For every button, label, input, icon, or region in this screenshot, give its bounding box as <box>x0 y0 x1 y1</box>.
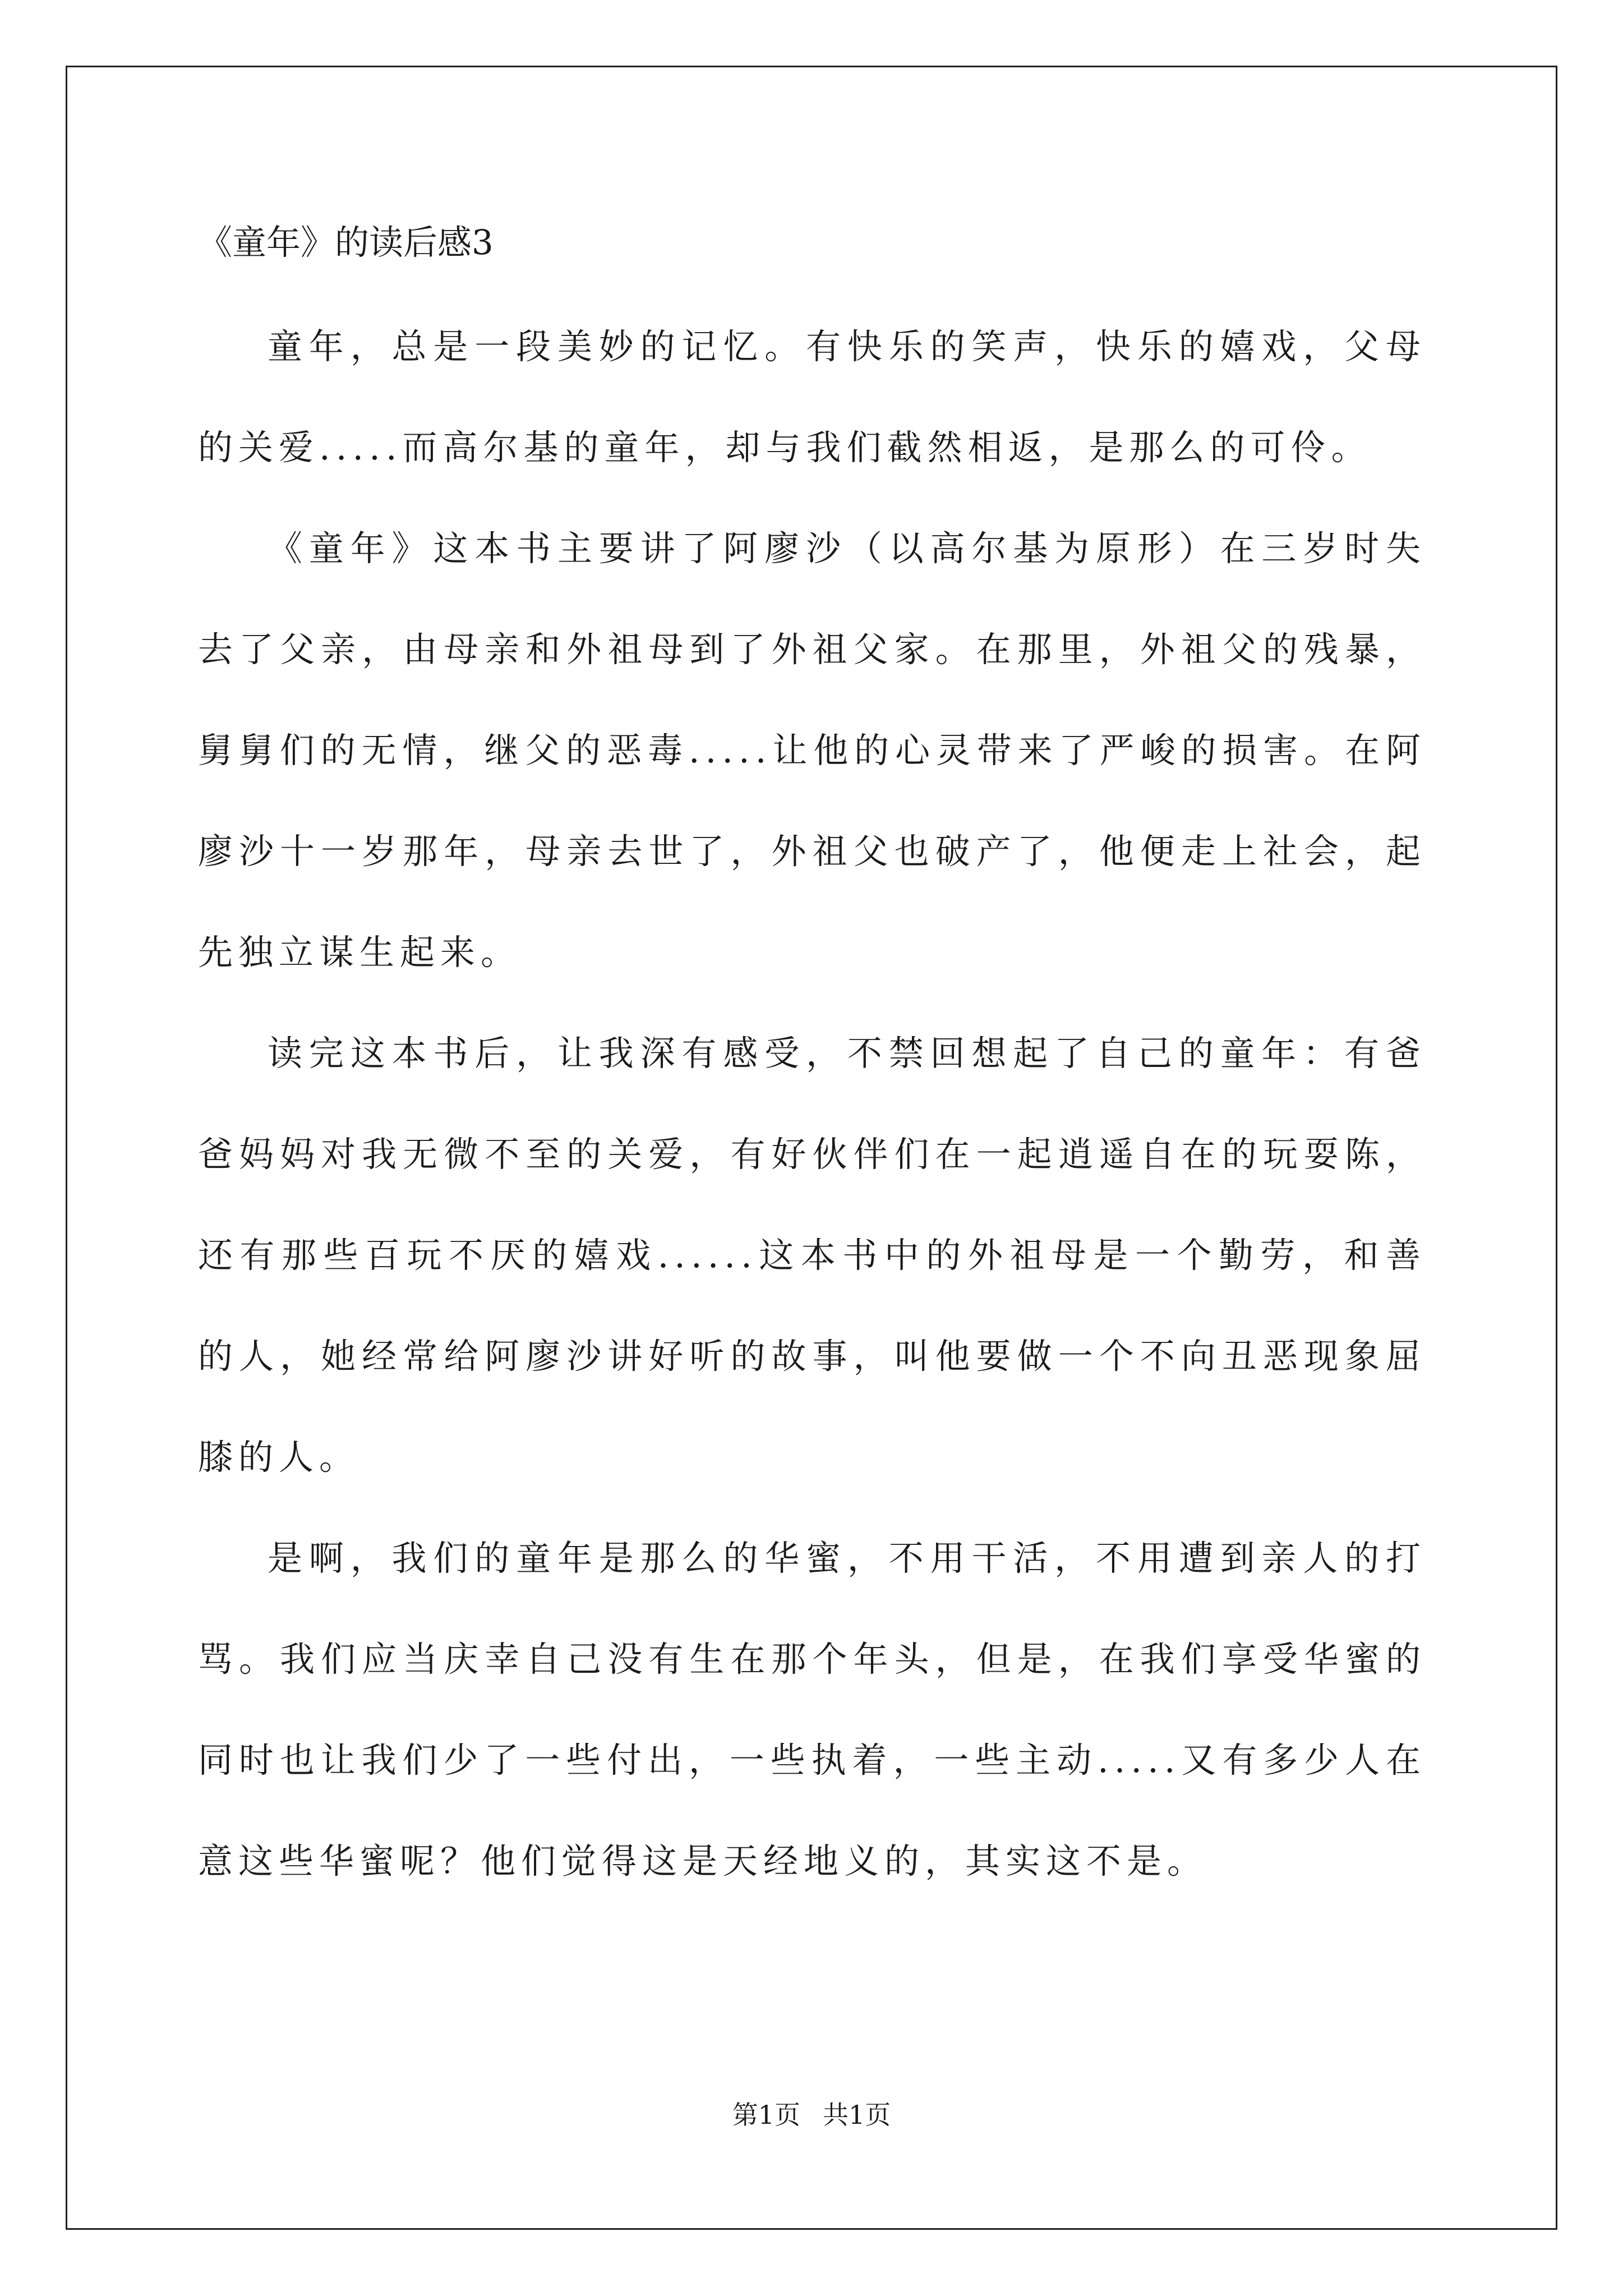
paragraph: 《童年》这本书主要讲了阿廖沙（以高尔基为原形）在三岁时失去了父亲，由母亲和外祖母到了外祖父家。在那里，外祖父的残暴，舅舅们的无情，继父的恶毒.....让他的心灵带来了严峻的损害。在阿廖沙十一岁那年，母亲去世了，外祖父也破产了，他便走上社会，起先独立谋生起来。 <box>198 528 1426 973</box>
paragraph: 读完这本书后，让我深有感受，不禁回想起了自己的童年：有爸爸妈妈对我无微不至的关爱，有好伙伴们在一起逍遥自在的玩耍陈，还有那些百玩不厌的嬉戏......这本书中的外祖母是一个勤劳，和善的人，她经常给阿廖沙讲好听的故事，叫他要做一个不向丑恶现象屈膝的人。 <box>198 1033 1426 1478</box>
page-number-current: 第1页 <box>732 2100 800 2130</box>
paragraph: 是啊，我们的童年是那么的华蜜，不用干活，不用遭到亲人的打骂。我们应当庆幸自己没有生在那个年头，但是，在我们享受华蜜的同时也让我们少了一些付出，一些执着，一些主动.....又有多少人在意这些华蜜呢？他们觉得这是天经地义的，其实这不是。 <box>198 1538 1426 1881</box>
document-title: 《童年》的读后感3 <box>198 223 494 263</box>
document-body <box>198 296 1426 1912</box>
paragraph: 童年，总是一段美妙的记忆。有快乐的笑声，快乐的嬉戏，父母的关爱.....而高尔基的童年，却与我们截然相返，是那么的可伶。 <box>198 326 1426 468</box>
page-number-total: 共1页 <box>823 2100 891 2130</box>
page-footer <box>0 2099 1623 2131</box>
